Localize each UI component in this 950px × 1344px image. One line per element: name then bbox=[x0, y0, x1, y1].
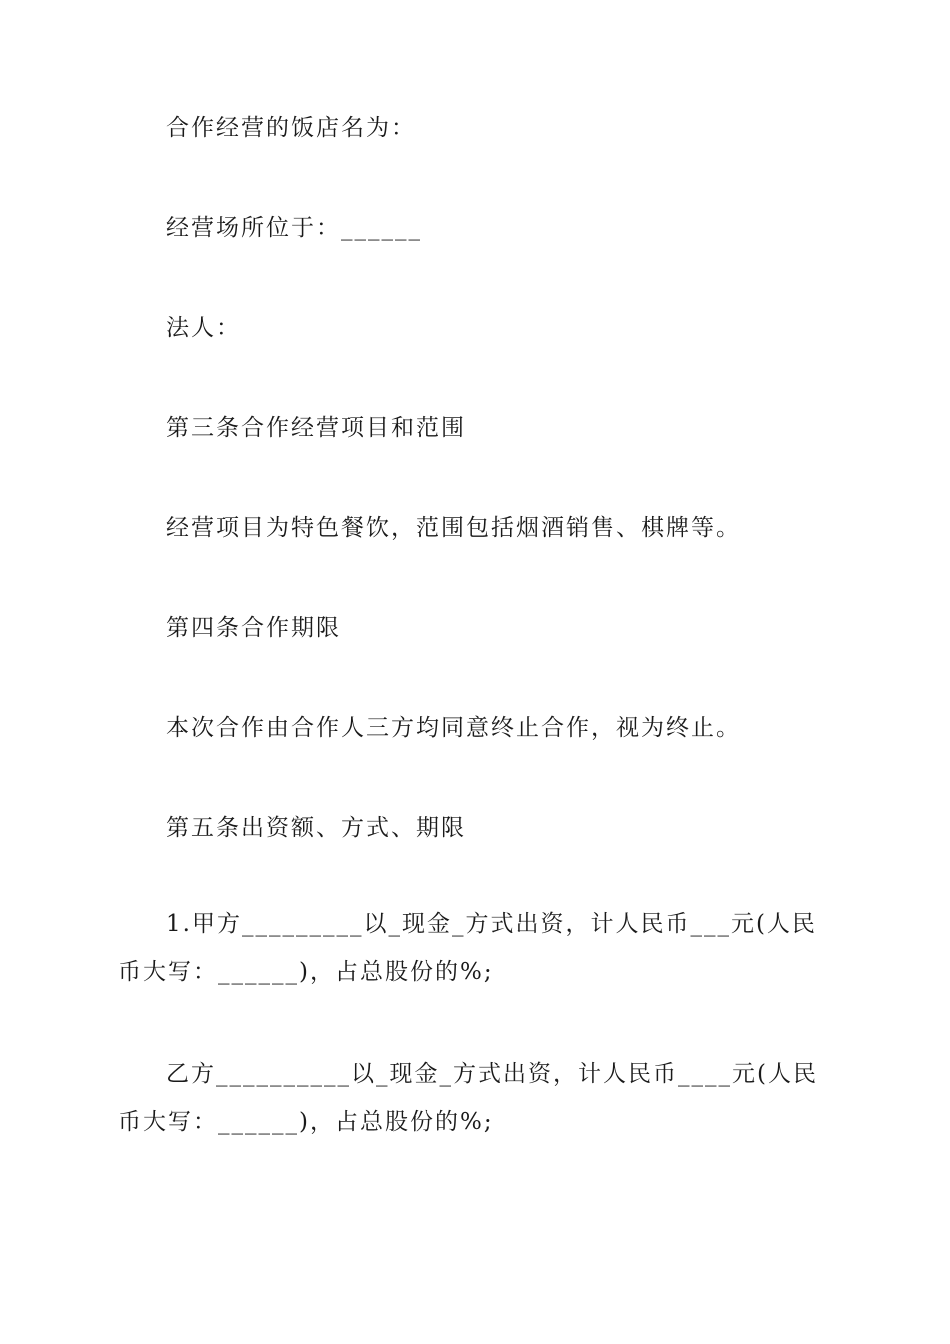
article-4-heading: 第四条合作期限 bbox=[166, 615, 341, 641]
party-a-contribution-text: 1.甲方_________以_现金_方式出资，计人民币___元(人民币大写：______)，占总股份的%; bbox=[118, 911, 817, 985]
cooperation-term-text: 本次合作由合作人三方均同意终止合作，视为终止。 bbox=[166, 715, 741, 741]
article-5-heading: 第五条出资额、方式、期限 bbox=[166, 815, 466, 841]
business-scope-text: 经营项目为特色餐饮，范围包括烟酒销售、棋牌等。 bbox=[166, 515, 741, 541]
business-location-line: 经营场所位于：______ bbox=[166, 215, 422, 241]
restaurant-name-line: 合作经营的饭店名为： bbox=[166, 115, 416, 141]
article-3-heading: 第三条合作经营项目和范围 bbox=[166, 415, 466, 441]
legal-person-line: 法人： bbox=[166, 315, 241, 341]
party-b-contribution-text: 乙方__________以_现金_方式出资，计人民币____元(人民币大写：______)，占总股份的%; bbox=[118, 1061, 818, 1135]
